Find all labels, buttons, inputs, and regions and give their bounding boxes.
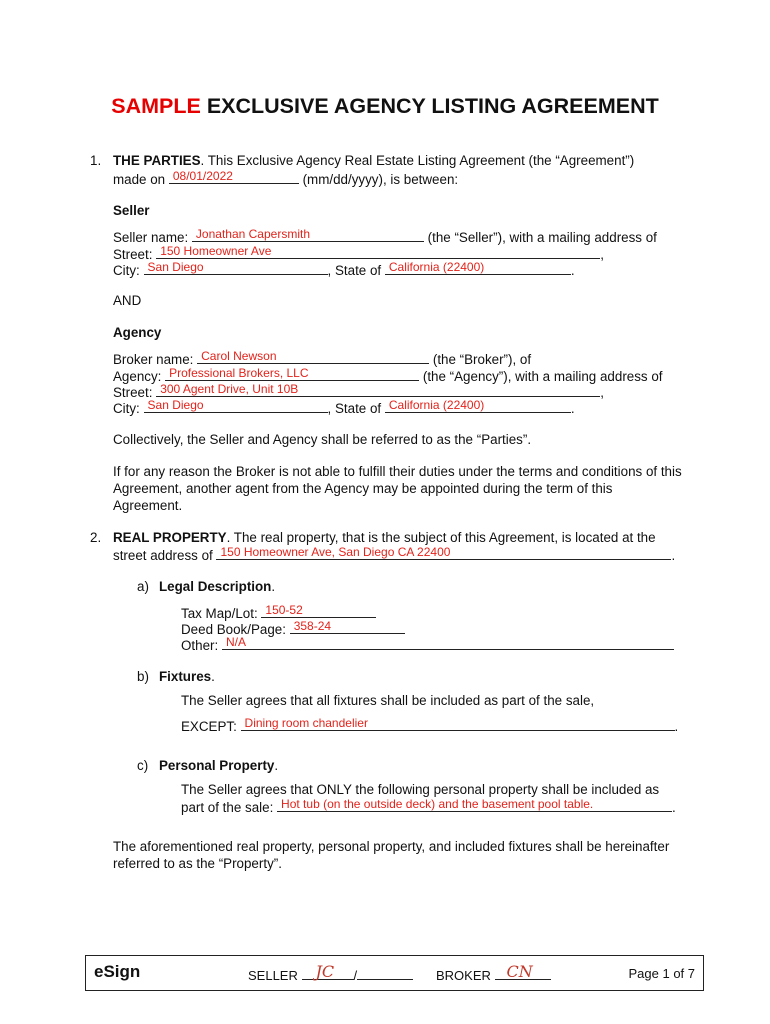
seller-name-line (113, 228, 657, 245)
seller-initials-field[interactable] (302, 962, 354, 981)
personal-items-value: Hot tub (on the outside deck) and the basement pool table. (281, 797, 594, 811)
seller-street-line: Street: 150 Homeowner Ave , (113, 244, 604, 262)
esign-logo: eSign (94, 962, 141, 981)
collectively-paragraph: Collectively, the Seller and Agency shall be referred to as the “Parties”. (113, 432, 532, 447)
broker-initials-label: BROKER (436, 968, 491, 983)
broker-initials-group (436, 962, 551, 983)
seller-state-value: California (22400) (388, 260, 485, 274)
section-1-number: 1. (90, 153, 102, 168)
fixtures-except-label: EXCEPT: (181, 719, 237, 734)
property-address-value: 150 Homeowner Ave, San Diego CA 22400 (220, 545, 451, 559)
agency-street-value: 300 Agent Drive, Unit 10B (160, 382, 299, 396)
personal-sale-line: part of the sale: Hot tub (on the outside deck) and the basement pool table. . (181, 797, 676, 815)
seller-city-line: City: San Diego , State of California (22400) . (113, 260, 575, 278)
broker-name-line (113, 350, 531, 367)
other-field[interactable] (222, 636, 674, 650)
agency-heading: Agency (113, 325, 162, 340)
fixtures-text: The Seller agrees that all fixtures shall be included as part of the sale, (181, 693, 595, 708)
title-text: EXCLUSIVE AGENCY LISTING AGREEMENT (206, 94, 659, 118)
agency-name-suffix: (the “Agency”), with a mailing address of (422, 369, 663, 384)
and-separator: AND (113, 293, 142, 308)
agency-name-field[interactable] (165, 367, 419, 381)
broker-name-suffix: (the “Broker”), of (432, 352, 532, 367)
personal-heading-line: Personal Property. (159, 758, 279, 773)
agency-state-label: , State of (327, 401, 382, 416)
seller-initials-second-field[interactable] (357, 966, 413, 980)
deed-book-label: Deed Book/Page: (181, 622, 286, 637)
fixtures-heading: Fixtures (159, 669, 212, 684)
tax-map-field[interactable] (261, 604, 376, 618)
seller-state-field[interactable] (385, 261, 571, 275)
agency-city-value: San Diego (147, 398, 204, 412)
section-2-text: . The real property, that is the subject of this Agreement, is located at the (226, 530, 656, 545)
other-value: N/A (225, 635, 246, 649)
property-address-line: street address of 150 Homeowner Ave, San Diego CA 22400 . (113, 545, 676, 563)
seller-street-label: Street: (113, 247, 153, 262)
section-1-line1 (113, 153, 634, 168)
agency-street-line: Street: 300 Agent Drive, Unit 10B , (113, 382, 604, 400)
date-format-suffix: (mm/dd/yyyy), is between: (302, 172, 459, 187)
broker-name-field[interactable] (197, 350, 429, 364)
legal-heading-line: Legal Description. (159, 579, 276, 594)
section-1-text: . This Exclusive Agency Real Estate Listing Agreement (the “Agreement”) (200, 153, 635, 168)
agency-street-field[interactable] (156, 383, 600, 397)
section-2-heading: REAL PROPERTY (113, 530, 227, 545)
legal-letter: a) (137, 579, 149, 594)
seller-street-field[interactable] (156, 245, 600, 259)
tax-map-line (181, 604, 376, 621)
agency-state-field[interactable] (385, 399, 571, 413)
seller-city-label: City: (113, 263, 140, 278)
seller-name-field[interactable] (192, 228, 424, 242)
seller-heading: Seller (113, 203, 150, 218)
personal-letter: c) (137, 758, 149, 773)
broker-substitution-paragraph: If for any reason the Broker is not able to fulfill their duties under the terms and conditions of this Agreement, another agent from the Agency may be appointed during the term of this Agreement. (113, 464, 682, 513)
property-definition-paragraph: The aforementioned real property, personal property, and included fixtures shall be hereinafter referred to as the “Property”. (113, 839, 670, 871)
fixtures-except-field[interactable] (241, 717, 675, 731)
fixtures-except-line: EXCEPT: Dining room chandelier . (181, 716, 679, 734)
agency-city-line: City: San Diego , State of California (22400) . (113, 398, 575, 416)
other-label: Other: (181, 638, 219, 653)
agency-city-field[interactable] (144, 399, 328, 413)
broker-initials-field[interactable] (495, 962, 551, 981)
seller-initials-label: SELLER (248, 968, 298, 983)
page-number: Page 1 of 7 (628, 966, 695, 981)
section-2-line1 (113, 530, 656, 545)
fixtures-heading-line: Fixtures. (159, 669, 215, 684)
seller-city-field[interactable] (144, 261, 328, 275)
seller-name-suffix: (the “Seller”), with a mailing address of (427, 230, 657, 245)
deed-book-value: 358-24 (293, 619, 332, 633)
fixtures-letter: b) (137, 669, 149, 684)
personal-sale-label: part of the sale: (181, 800, 274, 815)
document-title (0, 94, 770, 119)
made-on-line (113, 170, 458, 187)
seller-name-label: Seller name: (113, 230, 189, 245)
section-2-number: 2. (90, 530, 102, 545)
agreement-date-field[interactable] (169, 170, 299, 184)
legal-heading: Legal Description (159, 579, 272, 594)
deed-book-line (181, 620, 405, 637)
personal-items-field[interactable] (277, 798, 672, 812)
seller-name-value: Jonathan Capersmith (195, 227, 310, 241)
agency-name-value: Professional Brokers, LLC (169, 366, 309, 380)
personal-heading: Personal Property (159, 758, 275, 773)
agreement-date-value: 08/01/2022 (172, 169, 233, 183)
tax-map-value: 150-52 (265, 603, 303, 617)
property-address-field[interactable] (216, 546, 671, 560)
title-sample-word: SAMPLE (111, 94, 201, 118)
footer-bar (85, 955, 704, 991)
personal-text: The Seller agrees that ONLY the following personal property shall be included as (181, 782, 660, 797)
seller-street-value: 150 Homeowner Ave (160, 244, 272, 258)
agency-state-value: California (22400) (388, 398, 485, 412)
deed-book-field[interactable] (290, 620, 405, 634)
broker-name-value: Carol Newson (201, 349, 277, 363)
section-1-heading: THE PARTIES (113, 153, 201, 168)
broker-name-label: Broker name: (113, 352, 194, 367)
agency-street-label: Street: (113, 385, 153, 400)
seller-state-label: , State of (327, 263, 382, 278)
made-on-label: made on (113, 172, 166, 187)
property-address-label: street address of (113, 548, 213, 563)
other-line (181, 636, 674, 653)
fixtures-except-value: Dining room chandelier (244, 716, 368, 730)
agency-name-label: Agency: (113, 369, 162, 384)
broker-initials-signature: CN (506, 962, 533, 981)
seller-initials-group: SELLER JC / (248, 966, 413, 983)
seller-city-value: San Diego (147, 260, 204, 274)
tax-map-label: Tax Map/Lot: (181, 606, 258, 621)
agency-city-label: City: (113, 401, 140, 416)
seller-initials-signature: JC (315, 962, 335, 981)
